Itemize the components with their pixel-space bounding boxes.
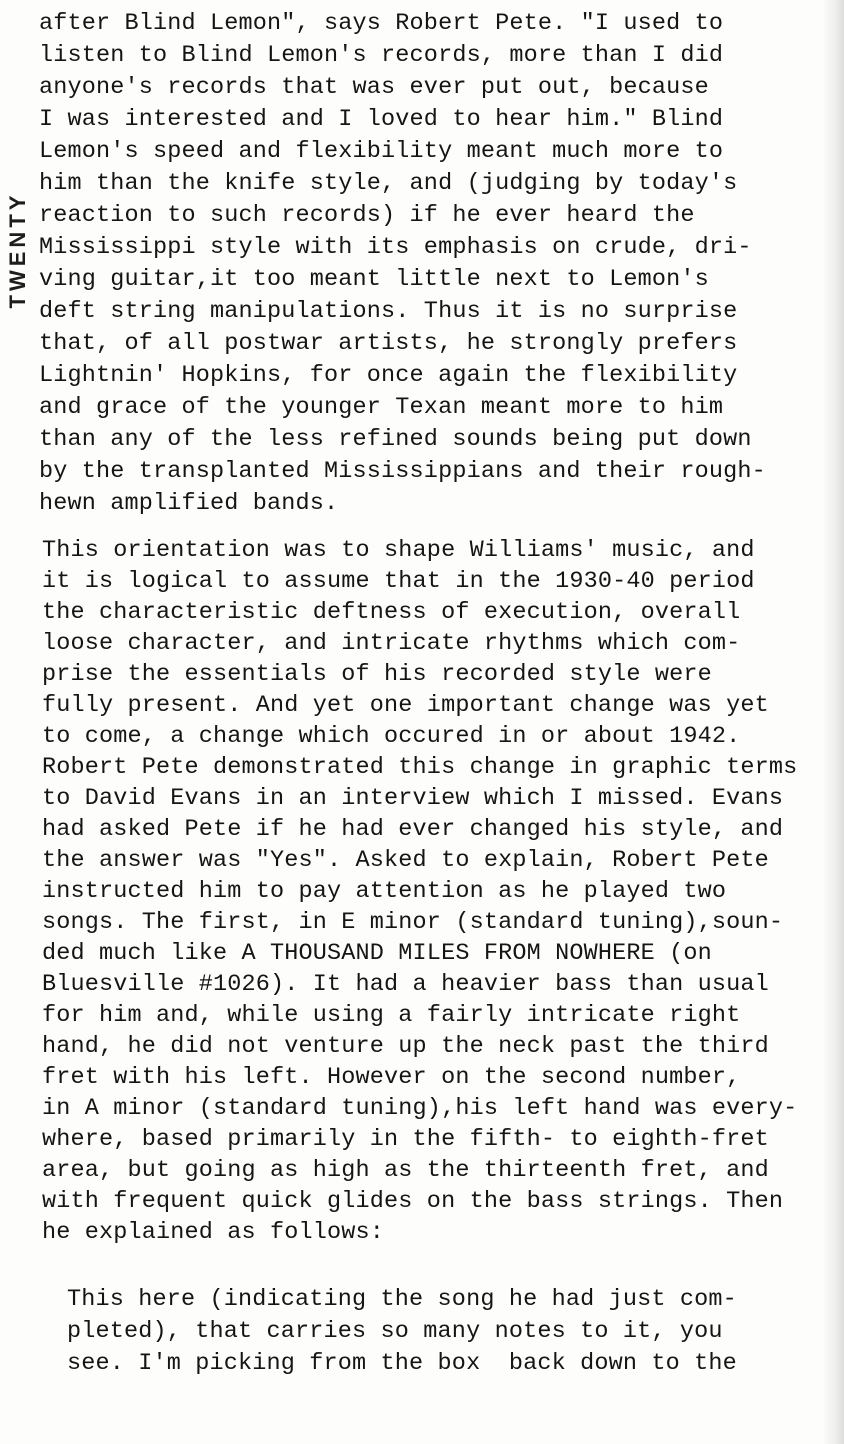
paragraph-2-line: area, but going as high as the thirteenth fret, and xyxy=(42,1157,769,1184)
paragraph-2-line: loose character, and intricate rhythms which com- xyxy=(42,630,741,657)
paragraph-2-line: the answer was "Yes". Asked to explain, Robert Pete xyxy=(42,847,769,874)
paragraph-2-line: This orientation was to shape Williams' music, and xyxy=(42,537,755,564)
paragraph-2-line: Bluesville #1026). It had a heavier bass than usual xyxy=(42,971,769,998)
paragraph-2-line: in A minor (standard tuning),his left hand was every- xyxy=(42,1095,798,1122)
paragraph-1-line: by the transplanted Mississippians and their rough- xyxy=(39,458,766,485)
paragraph-2-line: for him and, while using a fairly intricate right xyxy=(42,1002,741,1029)
paragraph-2-line: ded much like A THOUSAND MILES FROM NOWHERE (on xyxy=(42,940,712,967)
paragraph-2-line: fully present. And yet one important change was yet xyxy=(42,692,769,719)
paragraph-2-line: instructed him to pay attention as he played two xyxy=(42,878,727,905)
paragraph-1-line: hewn amplified bands. xyxy=(39,490,339,517)
block-quote-line: pleted), that carries so many notes to it, you xyxy=(67,1318,723,1345)
paragraph-2-line: the characteristic deftness of execution, overall xyxy=(42,599,741,626)
paragraph-1-line: than any of the less refined sounds being put down xyxy=(39,426,752,453)
paragraph-2-line: songs. The first, in E minor (standard tuning),soun- xyxy=(42,909,784,936)
paragraph-2-line: prise the essentials of his recorded style were xyxy=(42,661,712,688)
paragraph-1-line: Lemon's speed and flexibility meant much more to xyxy=(39,138,724,165)
paragraph-2-line: with frequent quick glides on the bass strings. Then xyxy=(42,1188,784,1215)
paragraph-1-line: deft string manipulations. Thus it is no surprise xyxy=(39,298,738,325)
paragraph-1-line: ving guitar,it too meant little next to Lemon's xyxy=(39,266,709,293)
paragraph-2-line: fret with his left. However on the second number, xyxy=(42,1064,741,1091)
paragraph-2-line: it is logical to assume that in the 1930-40 period xyxy=(42,568,755,595)
page-edge-shadow xyxy=(822,0,844,1444)
paragraph-2-line: had asked Pete if he had ever changed his style, and xyxy=(42,816,784,843)
paragraph-2-line: to David Evans in an interview which I missed. Evans xyxy=(42,785,784,812)
paragraph-2-line: hand, he did not venture up the neck past the third xyxy=(42,1033,769,1060)
block-quote-line: see. I'm picking from the box back down to the xyxy=(67,1350,737,1377)
paragraph-1-line: reaction to such records) if he ever heard the xyxy=(39,202,695,229)
paragraph-2-line: he explained as follows: xyxy=(42,1219,385,1246)
paragraph-1-line: him than the knife style, and (judging by today's xyxy=(39,170,738,197)
block-quote-line: This here (indicating the song he had just com- xyxy=(67,1286,737,1313)
paragraph-1-line: listen to Blind Lemon's records, more than I did xyxy=(39,42,724,69)
paragraph-2-line: Robert Pete demonstrated this change in graphic terms xyxy=(42,754,798,781)
paragraph-1-line: Lightnin' Hopkins, for once again the flexibility xyxy=(39,362,738,389)
margin-page-number-text: TWENTY xyxy=(5,191,30,309)
paragraph-2-line: to come, a change which occured in or about 1942. xyxy=(42,723,741,750)
paragraph-1-line: anyone's records that was ever put out, because xyxy=(39,74,709,101)
margin-page-number xyxy=(6,170,30,330)
paragraph-2-line: where, based primarily in the fifth- to eighth-fret xyxy=(42,1126,769,1153)
paragraph-1-line: after Blind Lemon", says Robert Pete. "I used to xyxy=(39,10,724,37)
paragraph-1-line: Mississippi style with its emphasis on crude, dri- xyxy=(39,234,752,261)
paragraph-1-line: I was interested and I loved to hear him." Blind xyxy=(39,106,724,133)
paragraph-1-line: and grace of the younger Texan meant more to him xyxy=(39,394,724,421)
paragraph-1-line: that, of all postwar artists, he strongly prefers xyxy=(39,330,738,357)
